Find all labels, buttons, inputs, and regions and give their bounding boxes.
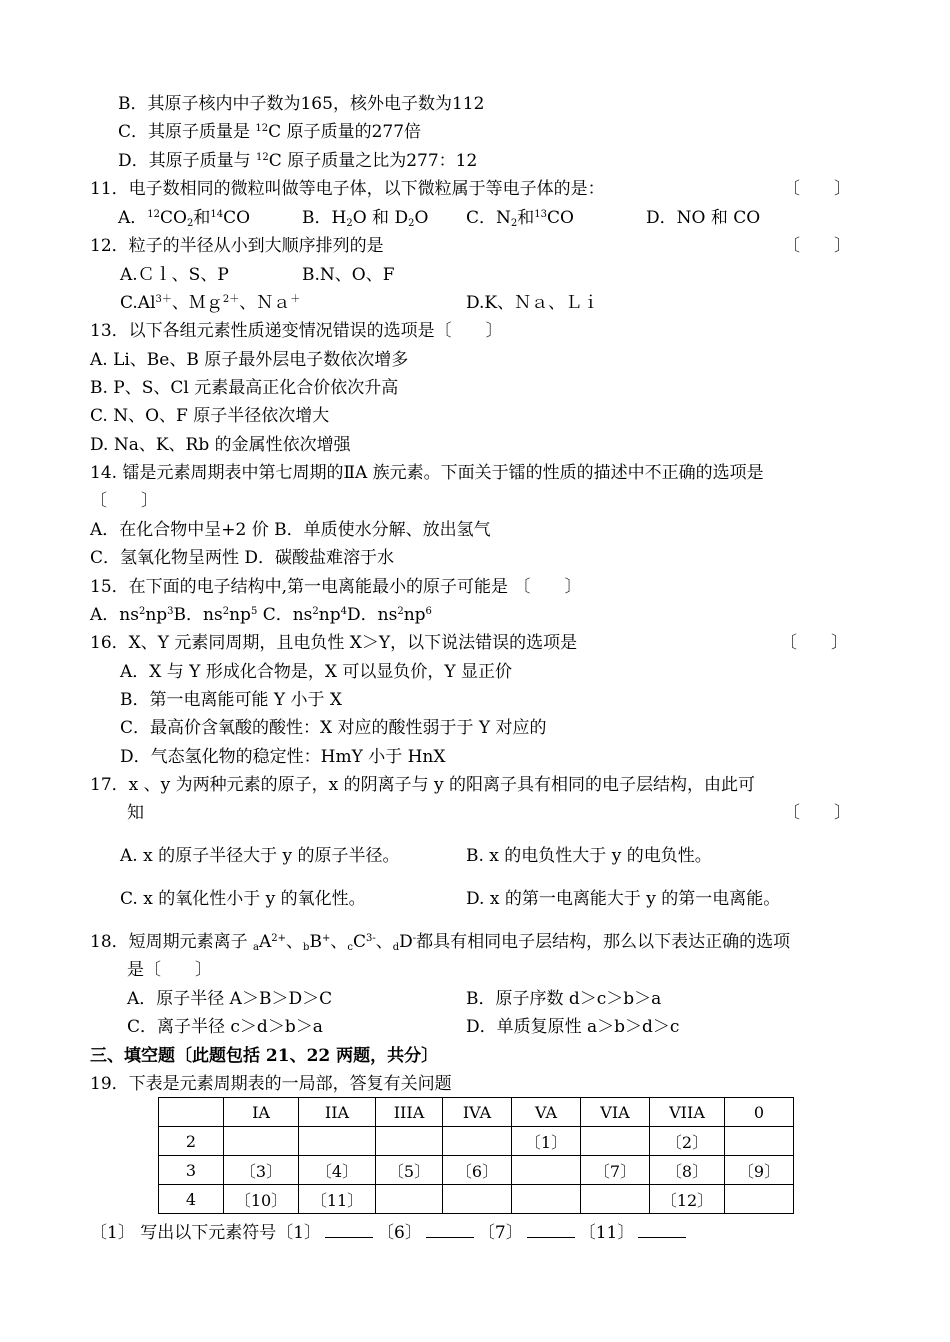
- table-cell: [512, 1185, 581, 1214]
- table-header-cell: IVA: [443, 1098, 512, 1127]
- table-row: [159, 1127, 794, 1156]
- q12-stem: 12．粒子的半径从小到大顺序排列的是: [90, 236, 384, 256]
- table-header-cell: 0: [725, 1098, 794, 1127]
- table-cell: 〔11〕: [299, 1185, 376, 1214]
- table-cell: 〔8〕: [650, 1156, 725, 1185]
- q16-answer-paren: 〔 〕: [780, 633, 848, 653]
- q13-option-c: C. N、O、F 原子半径依次增大: [90, 406, 330, 426]
- q16-stem: 16．X、Y 元素同周期，且电负性 X＞Y，以下说法错误的选项是: [90, 633, 578, 653]
- q14-stem: 14. 镭是元素周期表中第七周期的ⅡA 族元素。下面关于镭的性质的描述中不正确的选项是: [90, 463, 764, 483]
- table-header-cell: VIIA: [650, 1098, 725, 1127]
- q11-stem: 11．电子数相同的微粒叫做等电子体，以下微粒属于等电子体的是：: [90, 179, 605, 199]
- table-header-cell: IIA: [299, 1098, 376, 1127]
- q12-option-a: A.Ｃｌ、S、P: [120, 265, 229, 285]
- q17-stem-cont: 知: [127, 803, 144, 823]
- table-cell: 〔12〕: [650, 1185, 725, 1214]
- table-cell: [299, 1127, 376, 1156]
- q12-answer-paren: 〔 〕: [783, 236, 851, 256]
- table-cell: [512, 1156, 581, 1185]
- q17-option-c: C. x 的氧化性小于 y 的氧化性。: [120, 889, 366, 909]
- table-header-row: [159, 1098, 794, 1127]
- table-header-cell: IA: [224, 1098, 299, 1127]
- table-row: [159, 1185, 794, 1214]
- table-header-cell: IIIA: [376, 1098, 443, 1127]
- q17-option-a: A. x 的原子半径大于 y 的原子半径。: [120, 846, 400, 866]
- table-cell: 〔2〕: [650, 1127, 725, 1156]
- table-cell: [581, 1127, 650, 1156]
- q16-option-d: D．气态氢化物的稳定性：HmY 小于 HnX: [120, 747, 446, 767]
- q11-option-b: B．$H_2O$ 和 $D_2O$: [302, 208, 429, 229]
- table-cell: [725, 1185, 794, 1214]
- q12-option-b: B.N、O、F: [302, 265, 395, 285]
- answer-blank-6[interactable]: [426, 1221, 474, 1238]
- q18-option-b: B．原子序数 d＞c＞b＞a: [466, 989, 662, 1009]
- q11-answer-paren: 〔 〕: [783, 179, 851, 199]
- q16-option-a: A．X 与 Y 形成化合物是，X 可以显负价，Y 显正价: [120, 662, 512, 682]
- q14-options-ab: A．在化合物中呈+2 价 B．单质使水分解、放出氢气: [90, 520, 491, 540]
- q15-options: A．$ns^2np^3B$．$ns^2np^5$ C．$ns^2np^4D$．$ns^2np^6$: [90, 605, 432, 625]
- q10-option-b: B．其原子核内中子数为165，核外电子数为112: [118, 94, 485, 114]
- table-cell: 〔4〕: [299, 1156, 376, 1185]
- q13-option-d: D. Na、K、Rb 的金属性依次增强: [90, 435, 351, 455]
- table-cell: 2: [159, 1127, 224, 1156]
- table-cell: [725, 1127, 794, 1156]
- table-cell: 〔6〕: [443, 1156, 512, 1185]
- q18-stem-cont: 是〔 〕: [127, 960, 212, 980]
- q11-option-c: C．$N_2$和$^{13}$CO: [466, 208, 574, 229]
- table-cell: [159, 1098, 224, 1127]
- q18-stem: 18．短周期元素离子 $_aA^{2+}$、$_b$B+、$_cC^{3-}$、$_d$D-都具有相同电子层结构，那么以下表达正确的选项: [90, 932, 791, 953]
- answer-blank-11[interactable]: [638, 1221, 686, 1238]
- q19-subquestion-1: 〔1〕 写出以下元素符号〔1〕 〔6〕 〔7〕 〔11〕: [90, 1221, 690, 1244]
- q11-option-d: D．NO 和 CO: [646, 208, 761, 228]
- table-cell: 〔3〕: [224, 1156, 299, 1185]
- q13-stem: 13．以下各组元素性质递变情况错误的选项是〔 〕: [90, 321, 503, 341]
- q17-stem: 17．x 、y 为两种元素的原子，x 的阴离子与 y 的阳离子具有相同的电子层结构，由此可: [90, 775, 756, 795]
- table-header-cell: VA: [512, 1098, 581, 1127]
- table-header-cell: VIA: [581, 1098, 650, 1127]
- table-cell: [443, 1185, 512, 1214]
- q18-option-d: D．单质复原性 a＞b＞d＞c: [466, 1017, 680, 1037]
- q13-option-a: A. Li、Be、B 原子最外层电子数依次增多: [90, 350, 409, 370]
- table-cell: 〔9〕: [725, 1156, 794, 1185]
- q12-option-c: $C.Al^{3+}$、Ｍｇ$^{2+}$、Ｎａ＋: [120, 293, 301, 313]
- answer-blank-7[interactable]: [527, 1221, 575, 1238]
- table-cell: [376, 1127, 443, 1156]
- table-cell: 〔10〕: [224, 1185, 299, 1214]
- table-cell: 4: [159, 1185, 224, 1214]
- table-row: [159, 1156, 794, 1185]
- section-3-heading: 三、填空题〔此题包括 21、22 两题，共分〕: [90, 1046, 439, 1066]
- table-cell: 3: [159, 1156, 224, 1185]
- table-cell: [443, 1127, 512, 1156]
- q10-option-d: D．其原子质量与 $^{12}$C 原子质量之比为277：12: [118, 151, 478, 171]
- periodic-table-fragment: [158, 1097, 794, 1214]
- table-cell: [581, 1185, 650, 1214]
- table-cell: 〔5〕: [376, 1156, 443, 1185]
- q18-option-c: C．离子半径 c＞d＞b＞a: [127, 1017, 323, 1037]
- table-cell: [224, 1127, 299, 1156]
- q15-stem: 15．在下面的电子结构中,第一电离能最小的原子可能是 〔 〕: [90, 577, 582, 597]
- answer-blank-1[interactable]: [325, 1221, 373, 1238]
- q19-stem: 19．下表是元素周期表的一局部，答复有关问题: [90, 1074, 452, 1094]
- q10-option-c: C．其原子质量是 $^{12}$C 原子质量的277倍: [118, 122, 422, 142]
- table-cell: 〔1〕: [512, 1127, 581, 1156]
- q12-option-d: D.K、Ｎａ、Ｌｉ: [466, 293, 600, 313]
- q16-option-b: B．第一电离能可能 Y 小于 X: [120, 690, 343, 710]
- q16-option-c: C．最高价含氧酸的酸性：X 对应的酸性弱于于 Y 对应的: [120, 718, 547, 738]
- q13-option-b: B. P、S、Cl 元素最高正化合价依次升高: [90, 378, 399, 398]
- q14-answer-paren: 〔 〕: [90, 491, 158, 511]
- q17-option-b: B. x 的电负性大于 y 的电负性。: [466, 846, 712, 866]
- q17-answer-paren: 〔 〕: [783, 803, 851, 823]
- q11-option-a: A．$^{12}CO_2$和$^{14}$CO: [118, 208, 251, 229]
- q18-option-a: A．原子半径 A＞B＞D＞C: [127, 989, 333, 1009]
- table-cell: 〔7〕: [581, 1156, 650, 1185]
- table-cell: [376, 1185, 443, 1214]
- q14-options-cd: C．氢氧化物呈两性 D．碳酸盐难溶于水: [90, 548, 395, 568]
- q17-option-d: D. x 的第一电离能大于 y 的第一电离能。: [466, 889, 781, 909]
